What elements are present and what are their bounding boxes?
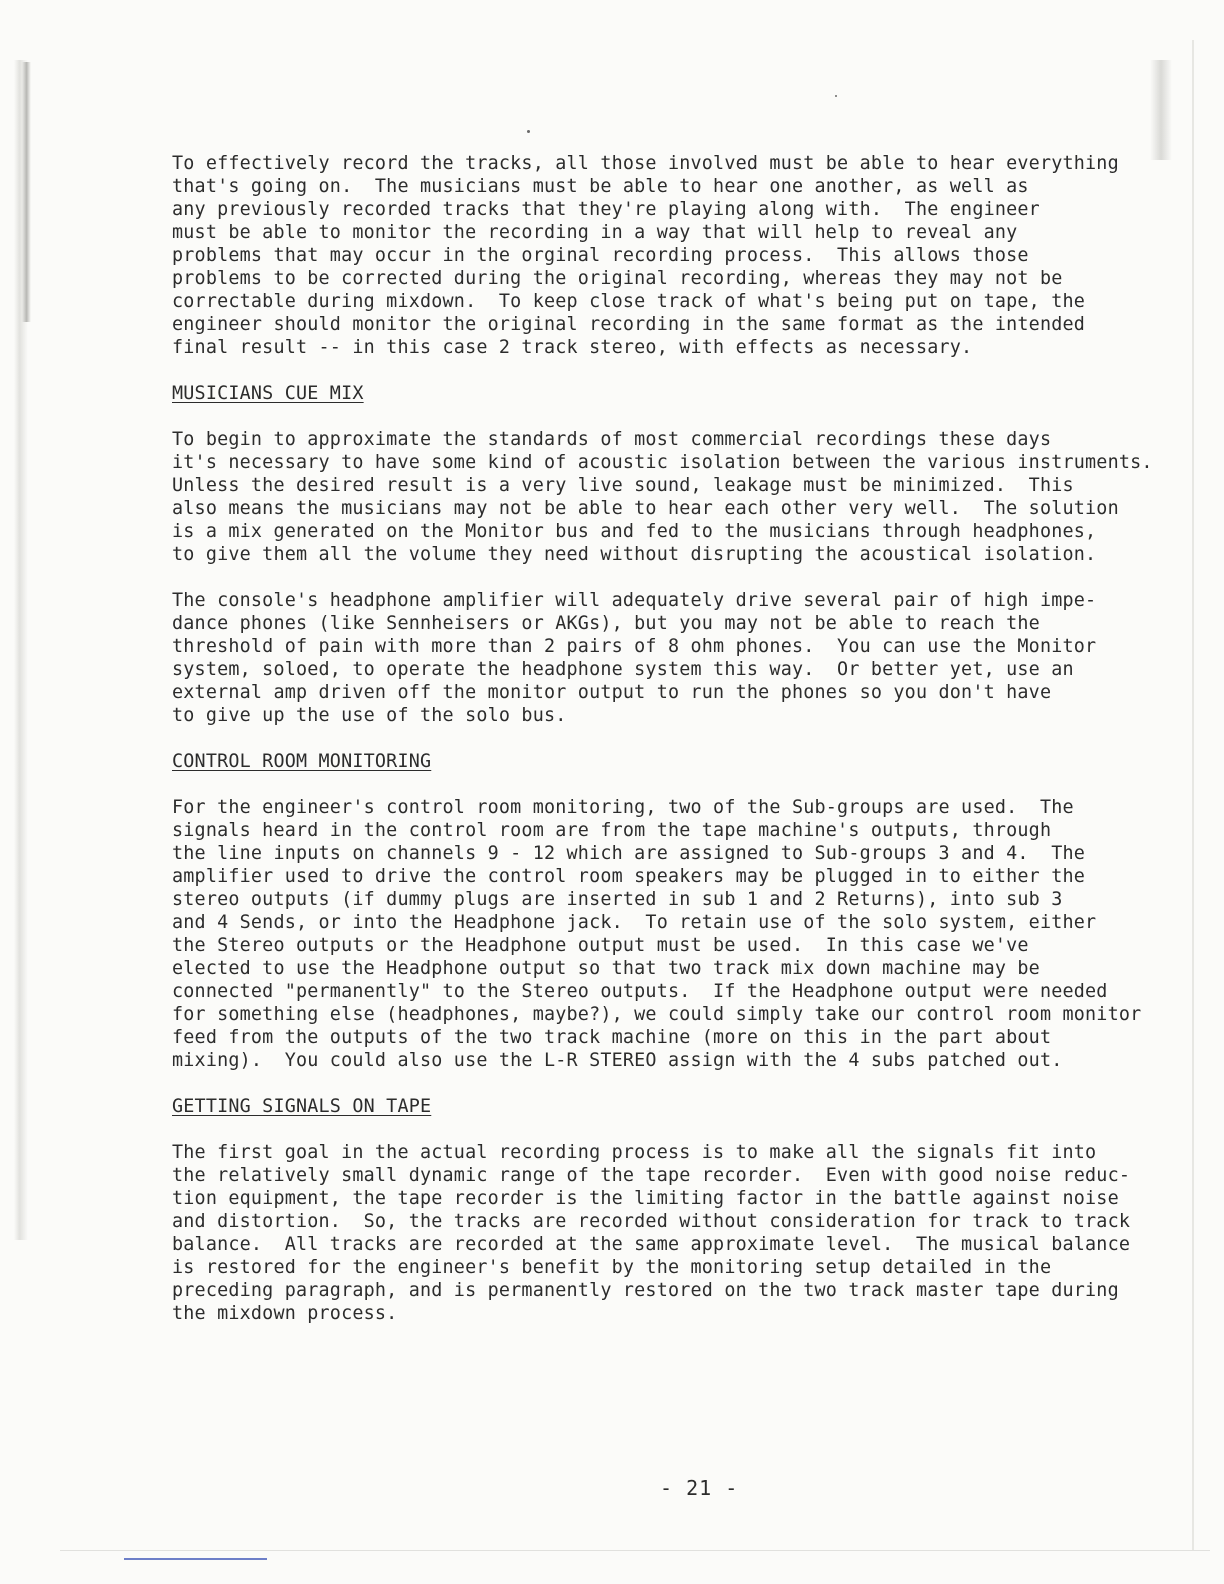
- text-line: external amp driven off the monitor output to run the phones so you don't have: [172, 682, 1052, 703]
- scan-speck: [527, 130, 530, 133]
- scan-right-edge-shadow: [1150, 60, 1172, 160]
- cue-mix-paragraph-1: [172, 428, 1182, 566]
- text-line: the mixdown process.: [172, 1303, 398, 1324]
- scan-bottom-edge-line: [60, 1550, 1210, 1551]
- text-line: elected to use the Headphone output so that two track mix down machine may be: [172, 958, 1040, 979]
- section-heading: GETTING SIGNALS ON TAPE: [172, 1096, 432, 1117]
- section-heading: MUSICIANS CUE MIX: [172, 383, 364, 404]
- text-line: it's necessary to have some kind of acoustic isolation between the various instruments.: [172, 452, 1153, 473]
- text-line: preceding paragraph, and is permanently restored on the two track master tape during: [172, 1280, 1119, 1301]
- text-line: The first goal in the actual recording process is to make all the signals fit into: [172, 1142, 1097, 1163]
- text-line: the Stereo outputs or the Headphone output must be used. In this case we've: [172, 935, 1029, 956]
- signals-on-tape-paragraph: [172, 1141, 1182, 1325]
- scan-speck: [835, 95, 837, 97]
- text-line: also means the musicians may not be able to hear each other very well. The solution: [172, 498, 1119, 519]
- text-line: balance. All tracks are recorded at the same approximate level. The musical balance: [172, 1234, 1131, 1255]
- text-line: the line inputs on channels 9 - 12 which are assigned to Sub-groups 3 and 4. The: [172, 843, 1086, 864]
- heading-control-room-monitoring: [172, 750, 1182, 773]
- document-body: [172, 152, 1182, 1325]
- bottom-blue-rule: [124, 1558, 267, 1560]
- text-line: final result -- in this case 2 track stereo, with effects as necessary.: [172, 337, 973, 358]
- text-line: signals heard in the control room are from the tape machine's outputs, through: [172, 820, 1052, 841]
- text-line: Unless the desired result is a very live sound, leakage must be minimized. This: [172, 475, 1074, 496]
- text-line: feed from the outputs of the two track machine (more on this in the part about: [172, 1027, 1052, 1048]
- text-line: connected "permanently" to the Stereo outputs. If the Headphone output were needed: [172, 981, 1108, 1002]
- text-line: amplifier used to drive the control room speakers may be plugged in to either the: [172, 866, 1086, 887]
- text-line: To effectively record the tracks, all those involved must be able to hear everything: [172, 153, 1119, 174]
- text-line: the relatively small dynamic range of the tape recorder. Even with good noise reduc-: [172, 1165, 1131, 1186]
- heading-musicians-cue-mix: [172, 382, 1182, 405]
- scan-right-edge-line: [1192, 40, 1194, 1550]
- text-line: dance phones (like Sennheisers or AKGs), but you may not be able to reach the: [172, 613, 1040, 634]
- text-line: that's going on. The musicians must be able to hear one another, as well as: [172, 176, 1029, 197]
- page-number: - 21 -: [660, 1476, 739, 1500]
- text-line: system, soloed, to operate the headphone system this way. Or better yet, use an: [172, 659, 1074, 680]
- text-line: for something else (headphones, maybe?), we could simply take our control room monitor: [172, 1004, 1142, 1025]
- section-heading: CONTROL ROOM MONITORING: [172, 751, 432, 772]
- intro-paragraph: [172, 152, 1182, 359]
- text-line: To begin to approximate the standards of most commercial recordings these days: [172, 429, 1052, 450]
- text-line: For the engineer's control room monitoring, two of the Sub-groups are used. The: [172, 797, 1074, 818]
- heading-getting-signals-on-tape: [172, 1095, 1182, 1118]
- text-line: problems that may occur in the orginal recording process. This allows those: [172, 245, 1029, 266]
- text-line: to give them all the volume they need without disrupting the acoustical isolation.: [172, 544, 1097, 565]
- text-line: engineer should monitor the original recording in the same format as the intended: [172, 314, 1086, 335]
- control-room-paragraph: [172, 796, 1182, 1072]
- text-line: tion equipment, the tape recorder is the limiting factor in the battle against noise: [172, 1188, 1119, 1209]
- text-line: correctable during mixdown. To keep close track of what's being put on tape, the: [172, 291, 1086, 312]
- text-line: stereo outputs (if dummy plugs are inserted in sub 1 and 2 Returns), into sub 3: [172, 889, 1063, 910]
- text-line: and distortion. So, the tracks are recorded without consideration for track to track: [172, 1211, 1131, 1232]
- text-line: must be able to monitor the recording in a way that will help to reveal any: [172, 222, 1018, 243]
- text-line: threshold of pain with more than 2 pairs of 8 ohm phones. You can use the Monitor: [172, 636, 1097, 657]
- text-line: mixing). You could also use the L-R STEREO assign with the 4 subs patched out.: [172, 1050, 1063, 1071]
- text-line: is a mix generated on the Monitor bus and fed to the musicians through headphones,: [172, 521, 1097, 542]
- scan-left-edge-mark: [22, 62, 31, 322]
- text-line: The console's headphone amplifier will adequately drive several pair of high impe-: [172, 590, 1097, 611]
- text-line: and 4 Sends, or into the Headphone jack. To retain use of the solo system, either: [172, 912, 1097, 933]
- text-line: is restored for the engineer's benefit by the monitoring setup detailed in the: [172, 1257, 1052, 1278]
- cue-mix-paragraph-2: [172, 589, 1182, 727]
- text-line: problems to be corrected during the original recording, whereas they may not be: [172, 268, 1063, 289]
- text-line: any previously recorded tracks that they're playing along with. The engineer: [172, 199, 1040, 220]
- text-line: to give up the use of the solo bus.: [172, 705, 567, 726]
